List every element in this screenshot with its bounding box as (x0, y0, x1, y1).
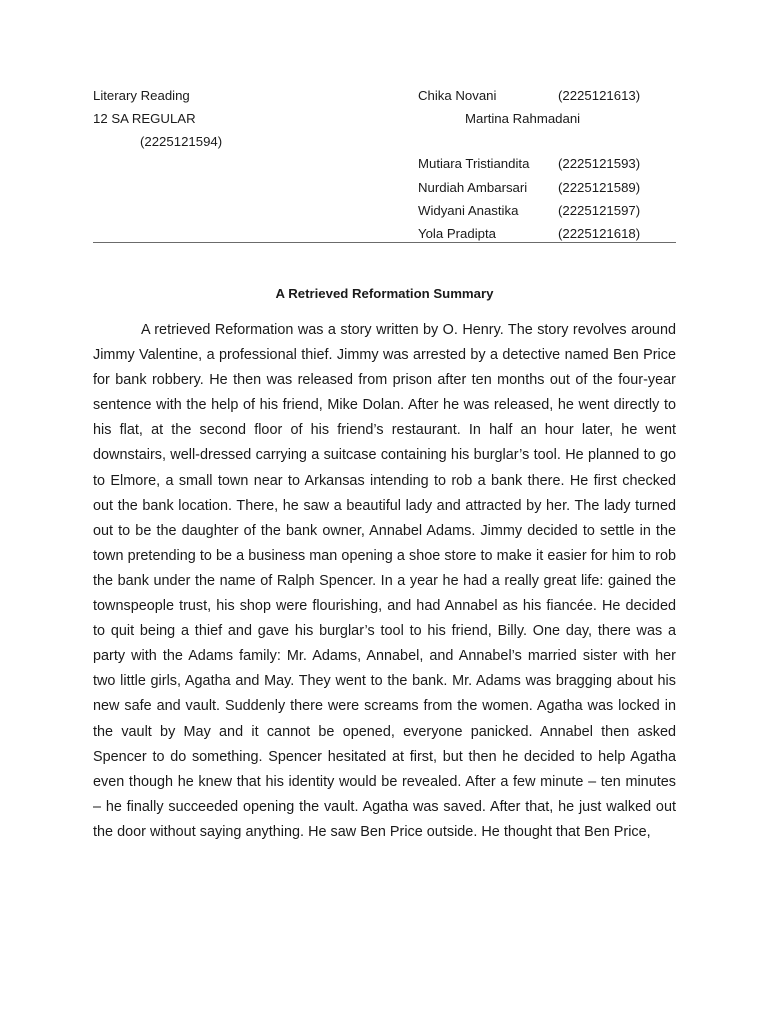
member-name: Widyani Anastika (418, 203, 519, 218)
class-name: 12 SA REGULAR (93, 111, 196, 126)
member-name: Nurdiah Ambarsari (418, 180, 528, 195)
document-title: A Retrieved Reformation Summary (275, 286, 494, 301)
member-id: (2225121597) (558, 203, 641, 218)
member-id: (2225121613) (558, 88, 641, 103)
header-divider (93, 242, 676, 243)
member-id: (2225121589) (558, 180, 641, 195)
summary-paragraph: A retrieved Reformation was a story written by O. Henry. The story revolves around Jimmy Valentine, a professional thief. Jimmy was arrested by a detective named Ben Price for bank robbery. He then was released from prison after ten months out of the four-year sentence with the help of his friend, Mike Dolan. After he was released, he went directly to his flat, at the second floor of his friend’s restaurant. In half an hour later, he went downstairs, well-dressed carrying a suitcase containing his burglar’s tool. He planned to go to Elmore, a small town near to Arkansas intending to rob a bank there. He first checked out the bank location. There, he saw a beautiful lady and attracted by her. The lady turned out to be the daughter of the bank owner, Annabel Adams. Jimmy decided to settle in the town pretending to be a business man opening a shoe store to make it easier for him to rob the bank under the name of Ralph Spencer. In a year he had a really great life: gained the townspeople trust, his shop were flourishing, and had Annabel as his fiancée. He decided to quit being a thief and gave his burglar’s tool to his friend, Billy. One day, there was a party with the Adams family: Mr. Adams, Annabel, and Annabel’s married sister with her two little girls, Agatha and May. They went to the bank. Mr. Adams was bragging about his new safe and vault. Suddenly there were screams from the women. Agatha was locked in the vault by May and it cannot be opened, everyone panicked. Annabel then asked Spencer to do something. Spencer hesitated at first, but then he decided to help Agatha even though he knew that his identity would be revealed. After a few minute – ten minutes – he finally succeeded opening the vault. Agatha was saved. After that, he just walked out the door without saying anything. He saw Ben Price outside. He thought that Ben Price, (93, 322, 676, 840)
member-id: (2225121618) (558, 226, 641, 241)
course-name: Literary Reading (93, 88, 190, 103)
member-name: Martina Rahmadani (465, 111, 581, 126)
member-name: Yola Pradipta (418, 226, 496, 241)
member-name: Mutiara Tristiandita (418, 156, 530, 171)
member-id: (2225121593) (558, 156, 641, 171)
member-name: Chika Novani (418, 88, 497, 103)
member-id-continued: (2225121594) (140, 134, 223, 149)
